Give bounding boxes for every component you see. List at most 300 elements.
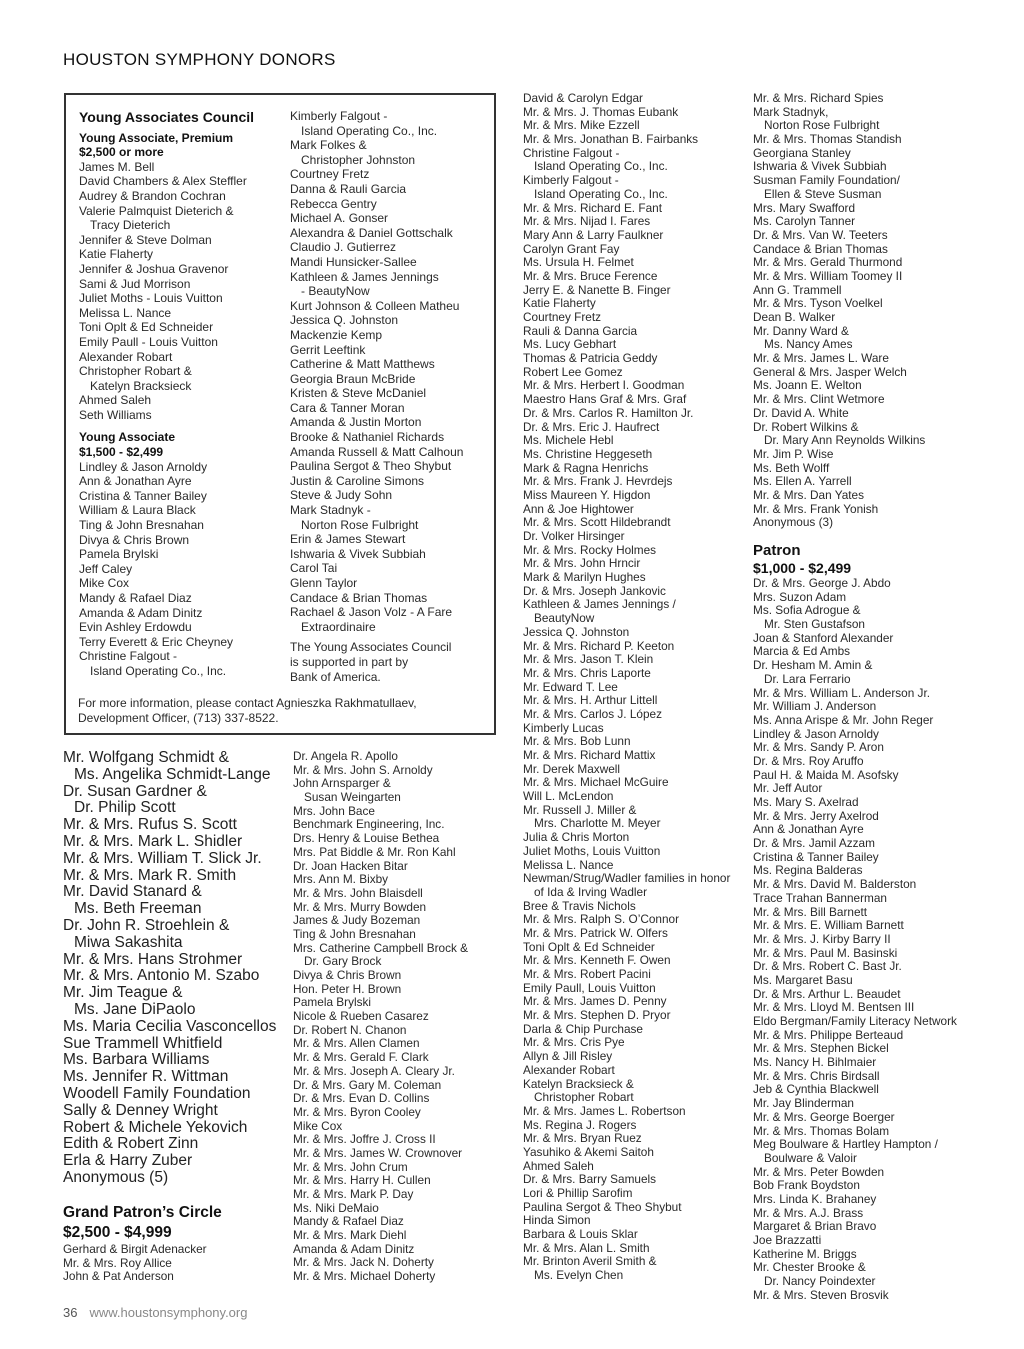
donor-entry: Ms. Sofia Adrogue & (753, 603, 861, 618)
donor-entry: Mr. & Mrs. Jerry Axelrod (753, 808, 879, 823)
donor-entry: Mr. & Mrs. Rocky Holmes (523, 542, 657, 557)
donor-entry: Mr. & Mrs. Michael Doherty (293, 1269, 436, 1284)
box-note (78, 696, 488, 725)
donor-entry: Mr. & Mrs. H. Arthur Littell (523, 693, 658, 708)
donor-entry: David Chambers & Alex Steffler (79, 174, 247, 189)
donor-entry: Amanda & Justin Morton (290, 415, 422, 430)
donor-entry: Mark Stadnyk, (753, 104, 829, 119)
donor-entry: Boulware & Valoir (764, 1150, 857, 1165)
donor-entry: $2,500 or more (79, 145, 164, 160)
page-number: 36 (63, 1305, 78, 1320)
donor-entry: BeautyNow (534, 611, 595, 626)
donor-entry: Ms. Joann E. Welton (753, 378, 862, 393)
donor-entry: Toni Oplt & Ed Schneider (523, 939, 655, 954)
donor-entry: Mr. & Mrs. Thomas Bolam (753, 1123, 890, 1138)
donor-entry: Ms. Carolyn Tanner (753, 214, 856, 229)
donor-entry: Tracy Dieterich (90, 218, 171, 233)
donor-entry: Mr. & Mrs. Chris Laporte (523, 665, 651, 680)
donor-entry: Joan & Stanford Alexander (753, 630, 894, 645)
donor-entry: Dr. & Mrs. Gary M. Coleman (293, 1077, 442, 1092)
donor-entry: Sami & Jud Morrison (79, 276, 191, 291)
donor-entry: Mr. & Mrs. James D. Penny (523, 994, 667, 1009)
donor-entry: Christine Falgout - (79, 649, 178, 664)
donor-entry: Mackenzie Kemp (290, 327, 383, 342)
donor-entry: Danna & Rauli Garcia (290, 181, 407, 196)
donor-entry: Jessica Q. Johnston (523, 624, 630, 639)
patron-range: $1,000 - $2,499 (753, 560, 852, 576)
donor-entry: Carolyn Grant Fay (523, 241, 620, 256)
donor-entry: Mr. & Mrs. Jack N. Doherty (293, 1255, 434, 1270)
donor-entry: Divya & Chris Brown (79, 532, 190, 547)
donor-entry: Mr. & Mrs. Bryan Ruez (523, 1131, 642, 1146)
donor-entry: Ms. Evelyn Chen (534, 1268, 624, 1283)
donor-entry: Ahmed Saleh (523, 1158, 594, 1173)
donor-entry: Norton Rose Fulbright (301, 517, 419, 532)
donor-entry: James & Judy Bozeman (293, 913, 421, 928)
donor-entry: Mr. & Mrs. Tyson Voelkel (753, 296, 883, 311)
donor-entry: Mandy & Rafael Diaz (293, 1214, 404, 1229)
donor-entry: Mary Ann & Larry Faulkner (523, 227, 664, 242)
donor-entry: Claudio J. Gutierrez (290, 240, 397, 255)
donor-entry: Ms. Nancy H. Bihlmaier (753, 1055, 877, 1070)
donor-entry: Mr. & Mrs. Gerald Thurmond (753, 255, 903, 270)
donor-entry: Kurt Johnson & Colleen Matheu (290, 298, 460, 313)
donor-entry: Justin & Caroline Simons (290, 473, 425, 488)
donor-entry: Ms. Beth Freeman (74, 900, 202, 918)
donor-entry: Cara & Tanner Moran (290, 400, 405, 415)
donor-entry: Mrs. Catherine Campbell Brock & (293, 940, 469, 955)
donor-entry: Meg Boulware & Hartley Hampton / (753, 1137, 938, 1152)
donor-entry: Dr. Joan Hacken Bitar (293, 858, 408, 873)
donor-entry: Ahmed Saleh (79, 393, 152, 408)
donor-entry: Mr. & Mrs. Carlos J. López (523, 706, 662, 721)
donor-entry: Mark Stadnyk - (290, 503, 371, 518)
donor-entry: Mr. & Mrs. William T. Slick Jr. (63, 849, 262, 867)
grand-patron-section (63, 1203, 278, 1284)
donor-entry: Jeb & Cynthia Blackwell (753, 1082, 879, 1097)
donor-entry: Seth Williams (79, 407, 152, 422)
donor-entry: Mr. & Mrs. Jonathan B. Fairbanks (523, 132, 699, 147)
donor-entry: Ms. Regina J. Rogers (523, 1117, 637, 1132)
donor-entry: Katie Flaherty (523, 296, 596, 311)
donor-entry: Development Officer, (713) 337-8522. (78, 710, 279, 725)
donor-entry: Dr. Philip Scott (74, 799, 176, 817)
donor-entry: Dr. & Mrs. Eric J. Haufrect (523, 419, 660, 434)
donor-entry: Bank of America. (290, 669, 381, 684)
donor-entry: Dr. & Mrs. Robert C. Bast Jr. (753, 959, 902, 974)
donor-entry: Mr. & Mrs. Sandy P. Aron (753, 740, 884, 755)
donor-entry: Dr. Angela R. Apollo (293, 749, 398, 763)
donor-entry: Mr. & Mrs. Thomas Standish (753, 132, 902, 147)
donor-entry: Island Operating Co., Inc. (534, 159, 668, 174)
donor-entry: Christopher Robart (534, 1090, 634, 1105)
donor-entry: Mr. & Mrs. Cris Pye (523, 1035, 625, 1050)
donor-entry: Toni Oplt & Ed Schneider (79, 320, 214, 335)
donor-entry: Mr. & Mrs. Frank J. Hevrdejs (523, 474, 673, 489)
donor-entry: Mr. Jim Teague & (63, 984, 183, 1002)
donor-entry: Mr. & Mrs. William L. Anderson Jr. (753, 685, 930, 700)
page-footer (63, 1305, 247, 1320)
donor-entry: Trace Trahan Bannerman (753, 890, 887, 905)
donor-entry: Mr. & Mrs. Murry Bowden (293, 899, 427, 914)
donor-entry: Susman Family Foundation/ (753, 173, 900, 188)
column-3 (523, 92, 748, 1283)
donor-entry: Ms. Regina Balderas (753, 863, 863, 878)
donor-entry: Jennifer & Joshua Gravenor (79, 261, 229, 276)
donor-entry: General & Mrs. Jasper Welch (753, 364, 907, 379)
donor-entry: Dr. John R. Stroehlein & (63, 916, 230, 934)
donor-entry: John & Pat Anderson (63, 1269, 174, 1284)
donor-entry: Mr. & Mrs. John Blaisdell (293, 885, 423, 900)
grand-patron-title: Grand Patron’s Circle (63, 1204, 222, 1221)
donor-entry: Dr. & Mrs. George J. Abdo (753, 576, 891, 590)
donor-entry: Mr. & Mrs. Joffre J. Cross II (293, 1132, 436, 1147)
donor-entry: Mr. & Mrs. Richard Mattix (523, 748, 656, 762)
donor-entry: Ms. Ellen A. Yarrell (753, 474, 852, 489)
donor-entry: Darla & Chip Purchase (523, 1021, 643, 1036)
donor-entry: Sue Trammell Whitfield (63, 1034, 223, 1052)
donor-entry: Ms. Beth Wolff (753, 460, 830, 475)
donor-entry: Ms. Jennifer R. Wittman (63, 1068, 229, 1086)
donor-entry: Ms. Ursula H. Felmet (523, 255, 634, 270)
donor-entry: Kristen & Steve McDaniel (290, 386, 427, 401)
donor-entry: Dr. & Mrs. Van W. Teeters (753, 227, 888, 242)
donor-entry: Mr. & Mrs. James W. Crownover (293, 1145, 463, 1160)
donor-entry: Valerie Palmquist Dieterich & (79, 203, 234, 218)
donor-entry: Mr. & Mrs. Mark L. Shidler (63, 832, 243, 850)
donor-entry: Maestro Hans Graf & Mrs. Graf (523, 392, 687, 407)
donor-entry: Mr. & Mrs. Richard P. Keeton (523, 638, 675, 653)
donor-entry: Dr. & Mrs. Arthur L. Beaudet (753, 986, 901, 1001)
donor-entry: Young Associate, Premium (79, 130, 234, 145)
donor-entry: Mike Cox (293, 1118, 343, 1133)
donor-entry: Mr. Jeff Autor (753, 781, 823, 796)
donor-entry: Katie Flaherty (79, 247, 154, 262)
donor-entry: Anonymous (3) (753, 515, 833, 530)
donor-entry: Emily Paull, Louis Vuitton (523, 980, 656, 995)
donor-entry: Mr. Danny Ward & (753, 323, 849, 338)
donor-entry: Gerhard & Birgit Adenacker (63, 1242, 207, 1256)
donor-entry: Mr. & Mrs. Bob Lunn (523, 734, 631, 749)
footer-url: www.houstonsymphony.org (89, 1305, 248, 1320)
box-title: Young Associates Council (79, 109, 255, 125)
donor-entry: Mr. & Mrs. John Hrncir (523, 556, 641, 571)
donor-entry: Juliet Moths - Louis Vuitton (79, 291, 223, 306)
donor-entry: Extraordinaire (301, 619, 376, 634)
donor-entry: Ms. Angelika Schmidt-Lange (74, 765, 271, 783)
donor-entry: Yasuhiko & Akemi Saitoh (523, 1144, 654, 1159)
donor-entry: Alexander Robart (523, 1062, 615, 1077)
donor-entry: Paul H. & Maida M. Asofsky (753, 767, 899, 782)
donor-entry: Dr. Nancy Poindexter (764, 1274, 876, 1289)
donor-entry: Eldo Bergman/Family Literacy Network (753, 1014, 957, 1028)
donor-entry: Ishwaria & Vivek Subbiah (290, 546, 426, 561)
donor-entry: Mr. Wolfgang Schmidt & (63, 749, 229, 766)
donor-entry: Mr. & Mrs. Richard Spies (753, 91, 884, 105)
donor-entry: Katelyn Bracksieck & (523, 1076, 634, 1091)
donor-entry: - BeautyNow (301, 284, 370, 299)
donor-entry: Dr. & Mrs. Jamil Azzam (753, 836, 875, 851)
donor-entry: Woodell Family Foundation (63, 1084, 251, 1102)
donor-entry: Dr. & Mrs. Roy Aruffo (753, 753, 864, 768)
column-4 (753, 92, 1003, 1302)
donor-entry: Mrs. Suzon Adam (753, 589, 847, 604)
donor-entry: Jerry E. & Nanette B. Finger (523, 282, 671, 297)
donor-entry: Mr. & Mrs. Herbert I. Goodman (523, 378, 685, 393)
donor-entry: Hinda Simon (523, 1213, 591, 1228)
donor-entry: Rebecca Gentry (290, 196, 377, 211)
donor-entry: Young Associate (79, 430, 176, 445)
donor-entry: Cristina & Tanner Bailey (753, 849, 879, 864)
donor-entry: Jeff Caley (79, 561, 133, 576)
donor-entry: Dr. & Mrs. Carlos R. Hamilton Jr. (523, 405, 694, 420)
donor-entry: Ms. Mary S. Axelrad (753, 795, 859, 809)
donor-entry: Candace & Brian Thomas (753, 241, 888, 256)
donor-entry: John Arnsparger & (293, 776, 391, 791)
donor-entry: Ting & John Bresnahan (79, 518, 204, 533)
donor-entry: Lindley & Jason Arnoldy (753, 726, 879, 741)
donor-entry: Mr. & Mrs. Rufus S. Scott (63, 816, 237, 834)
donor-entry: Mr. & Mrs. Gerald F. Clark (293, 1050, 429, 1065)
donor-entry: Amanda & Adam Dinitz (293, 1241, 415, 1256)
donor-entry: Juliet Moths, Louis Vuitton (523, 843, 661, 858)
donor-entry: Ann & Jonathan Ayre (79, 474, 192, 489)
donor-entry: Dr. & Mrs. Barry Samuels (523, 1172, 657, 1187)
donor-entry: Ms. Jane DiPaolo (74, 1000, 196, 1018)
donor-entry: Mr. & Mrs. Peter Bowden (753, 1164, 885, 1179)
donor-entry: Mr. & Mrs. George Boerger (753, 1109, 895, 1124)
donor-entry: Mr. & Mrs. Byron Cooley (293, 1104, 421, 1119)
donor-entry: Lindley & Jason Arnoldy (79, 459, 208, 474)
donor-entry: Mr. Brinton Averil Smith & (523, 1254, 657, 1269)
donor-entry: Christopher Robart & (79, 364, 192, 379)
donor-entry: Mr. & Mrs. Paul M. Basinski (753, 945, 898, 960)
donor-entry: Edith & Robert Zinn (63, 1135, 199, 1153)
donor-entry: Dr. Mary Ann Reynolds Wilkins (764, 433, 926, 448)
donor-entry: Mr. & Mrs. Antonio M. Szabo (63, 967, 260, 985)
donor-entry: Mrs. Charlotte M. Meyer (534, 816, 661, 831)
donor-entry: Emily Paull - Louis Vuitton (79, 334, 218, 349)
donor-entry: Mr. William J. Anderson (753, 699, 877, 714)
donor-entry: Ting & John Bresnahan (293, 926, 416, 941)
donor-entry: Mr. Derek Maxwell (523, 761, 621, 776)
donor-entry: Mr. & Mrs. James L. Robertson (523, 1103, 686, 1118)
donor-entry: Miwa Sakashita (74, 933, 183, 951)
donor-entry: Mr. & Mrs. William Toomey II (753, 268, 903, 283)
donor-entry: Mr. Chester Brooke & (753, 1260, 866, 1275)
donor-entry: Catherine & Matt Matthews (290, 357, 435, 372)
donor-entry: Pamela Brylski (293, 995, 372, 1010)
donor-entry: Mark & Ragna Henrichs (523, 460, 649, 475)
donor-entry: Mr. & Mrs. John Crum (293, 1159, 408, 1174)
donor-entry: Joe Brazzatti (753, 1233, 822, 1247)
patron-title: Patron (753, 542, 801, 559)
donor-entry: Georgia Braun McBride (290, 371, 416, 386)
donor-entry: Mr. & Mrs. J. Kirby Barry II (753, 931, 891, 946)
donor-entry: Katherine M. Briggs (753, 1246, 857, 1261)
donor-entry: Katelyn Bracksieck (90, 378, 192, 393)
donor-entry: Dean B. Walker (753, 310, 836, 324)
donor-entry: Mr. Edward T. Lee (523, 679, 618, 694)
donor-entry: Terry Everett & Eric Cheyney (79, 634, 234, 649)
donor-entry: Ann G. Trammell (753, 282, 842, 297)
donor-entry: Erla & Harry Zuber (63, 1152, 193, 1170)
donor-entry: Mr. & Mrs. E. William Barnett (753, 918, 904, 933)
donor-entry: Mr. & Mrs. Philippe Berteaud (753, 1027, 904, 1042)
donor-entry: Mr. & Mrs. David M. Balderston (753, 877, 917, 892)
donor-entry: Mr. & Mrs. Robert Pacini (523, 967, 651, 981)
donor-entry: of Ida & Irving Wadler (534, 884, 647, 899)
donor-entry: Ms. Christine Heggeseth (523, 446, 653, 461)
donor-entry: Norton Rose Fulbright (764, 118, 880, 133)
donor-entry: Georgiana Stanley (753, 145, 851, 160)
donor-entry: Dr. Susan Gardner & (63, 782, 207, 800)
donor-entry: Jessica Q. Johnston (290, 313, 399, 328)
donor-entry: Dr. Robert Wilkins & (753, 419, 859, 434)
donor-entry: Island Operating Co., Inc. (90, 663, 227, 678)
donor-entry: Kathleen & James Jennings (290, 269, 439, 284)
donor-entry: Ms. Nancy Ames (764, 337, 853, 352)
donor-entry: Robert & Michele Yekovich (63, 1118, 248, 1136)
donor-entry: Mr. Jay Blinderman (753, 1096, 854, 1111)
donor-entry: Mr. & Mrs. Jason T. Klein (523, 652, 654, 667)
donor-entry: Kimberly Falgout - (290, 109, 388, 123)
donor-entry: Dr. Lara Ferrario (764, 671, 851, 686)
donor-entry: Steve & Judy Sohn (290, 488, 393, 503)
donor-entry: Mr. & Mrs. Dan Yates (753, 487, 865, 502)
donor-entry: Benchmark Engineering, Inc. (293, 817, 445, 832)
column-1 (63, 750, 278, 1187)
donor-entry: Gerrit Leeftink (290, 342, 366, 357)
donor-entry: Ms. Margaret Basu (753, 972, 853, 987)
donor-entry: Mr. & Mrs. Joseph A. Cleary Jr. (293, 1063, 455, 1078)
donor-entry: Christine Falgout - (523, 145, 620, 160)
donor-entry: Mr. & Mrs. Bill Barnett (753, 904, 868, 919)
donor-entry: Nicole & Rueben Casarez (293, 1009, 429, 1024)
donor-entry: Robert Lee Gomez (523, 364, 623, 379)
donor-entry: William & Laura Black (79, 503, 196, 518)
donor-entry: Ellen & Steve Susman (764, 186, 882, 201)
donor-entry: Mr. & Mrs. Patrick W. Olfers (523, 925, 668, 940)
donor-entry: Mr. & Mrs. J. Thomas Eubank (523, 104, 679, 119)
donor-entry: Dr. Robert N. Chanon (293, 1022, 407, 1037)
donor-entry: Mr. & Mrs. John S. Arnoldy (293, 762, 433, 777)
donor-entry: Paulina Sergot & Theo Shybut (523, 1199, 682, 1214)
donor-entry: Dr. Hesham M. Amin & (753, 658, 873, 673)
donor-entry: Mr. & Mrs. Frank Yonish (753, 501, 879, 516)
donor-entry: Mr. & Mrs. Richard E. Fant (523, 200, 662, 215)
donor-entry: Kimberly Falgout - (523, 173, 619, 188)
donor-entry: Ms. Barbara Williams (63, 1051, 210, 1069)
donor-entry: For more information, please contact Agnieszka Rakhmatullaev, (78, 696, 417, 710)
donor-entry: Mr. & Mrs. Alan L. Smith (523, 1240, 650, 1255)
donor-entry: Melissa L. Nance (79, 305, 172, 320)
donor-entry: Mr. & Mrs. Bruce Ference (523, 268, 658, 283)
box-left-column (79, 110, 284, 679)
donor-entry: Dr. Gary Brock (304, 954, 382, 969)
donor-entry: Mr. & Mrs. Roy Allice (63, 1255, 172, 1270)
donor-entry: Mike Cox (79, 576, 130, 591)
donor-entry: Mr. & Mrs. Mark P. Day (293, 1187, 414, 1201)
donor-entry: Allyn & Jill Risley (523, 1049, 613, 1064)
donor-entry: Evin Ashley Erdowdu (79, 620, 192, 635)
donor-entry: Barbara & Louis Sklar (523, 1227, 638, 1242)
donor-entry: Ms. Anna Arispe & Mr. John Reger (753, 712, 934, 727)
donor-entry: Alexandra & Daniel Gottschalk (290, 225, 453, 240)
donor-entry: Michael A. Gonser (290, 211, 389, 226)
donor-entry: Amanda & Adam Dinitz (79, 605, 203, 620)
donor-entry: Mr. & Mrs. Mike Ezzell (523, 118, 640, 133)
donor-entry: Ms. Maria Cecilia Vasconcellos (63, 1017, 277, 1035)
donor-entry: Will L. McLendon (523, 789, 614, 804)
donor-entry: Christopher Johnston (301, 152, 416, 167)
donor-entry: Dr. & Mrs. Joseph Jankovic (523, 583, 666, 598)
donor-entry: Bob Frank Boydston (753, 1178, 860, 1193)
donor-entry: Mrs. Pat Biddle & Mr. Ron Kahl (293, 844, 456, 859)
donor-entry: Cristina & Tanner Bailey (79, 488, 207, 503)
donor-entry: Mr. & Mrs. Kenneth F. Owen (523, 953, 671, 968)
donor-entry: Mr. Sten Gustafson (764, 617, 865, 632)
donor-entry: Ishwaria & Vivek Subbiah (753, 159, 887, 174)
donor-entry: Mr. & Mrs. A.J. Brass (753, 1205, 864, 1220)
donor-entry: Mrs. Linda K. Brahaney (753, 1191, 877, 1206)
donor-entry: Ann & Joe Hightower (523, 501, 634, 516)
donor-entry: Susan Weingarten (304, 790, 401, 805)
donor-entry: Lori & Phillip Sarofim (523, 1186, 633, 1200)
donor-entry: Courtney Fretz (523, 310, 602, 324)
donor-entry: David & Carolyn Edgar (523, 91, 643, 105)
donor-entry (79, 422, 284, 430)
page-header: HOUSTON SYMPHONY DONORS (63, 50, 336, 69)
donor-entry: Brooke & Nathaniel Richards (290, 430, 445, 445)
donor-entry: Mrs. John Bace (293, 803, 375, 818)
donor-entry: Ms. Niki DeMaio (293, 1200, 379, 1215)
donor-entry: Ms. Lucy Gebhart (523, 337, 617, 352)
donor-entry: The Young Associates Council (290, 640, 452, 655)
donor-entry: Island Operating Co., Inc. (534, 186, 668, 201)
donor-entry: Alexander Robart (79, 349, 173, 364)
donor-entry: Newman/Strug/Wadler families in honor (523, 871, 731, 886)
donor-entry: Mr. Jim P. Wise (753, 446, 834, 461)
donor-entry: Mr. & Mrs. Mark R. Smith (63, 866, 237, 884)
donor-entry: $1,500 - $2,499 (79, 445, 164, 460)
donor-entry: Marcia & Ed Ambs (753, 644, 851, 659)
donor-entry: Mark Folkes & (290, 138, 367, 153)
donor-entry: Kimberly Lucas (523, 720, 604, 735)
donor-entry: Mr. & Mrs. Clint Wetmore (753, 392, 885, 407)
donor-entry: Dr. & Mrs. Evan D. Collins (293, 1091, 430, 1106)
donor-entry: Margaret & Brian Bravo (753, 1219, 877, 1234)
donor-entry: Mr. & Mrs. Steven Brosvik (753, 1287, 889, 1302)
donor-entry: Erin & James Stewart (290, 532, 406, 547)
donor-entry: Mrs. Ann M. Bixby (293, 872, 389, 887)
donor-entry: Divya & Chris Brown (293, 968, 402, 982)
donor-entry: Island Operating Co., Inc. (301, 123, 438, 138)
donor-entry: Paulina Sergot & Theo Shybut (290, 459, 452, 474)
donor-entry: Rauli & Danna Garcia (523, 323, 638, 338)
donor-entry: Mr. & Mrs. Allen Clamen (293, 1036, 420, 1051)
donor-entry: is supported in part by (290, 654, 409, 669)
donor-entry: Mr. & Mrs. Hans Strohmer (63, 950, 243, 968)
donor-entry: Mr. Russell J. Miller & (523, 802, 637, 817)
donor-entry: Mr. & Mrs. Chris Birdsall (753, 1068, 880, 1083)
donor-entry: Mrs. Mary Swafford (753, 200, 856, 215)
donor-entry: Ann & Jonathan Ayre (753, 822, 864, 837)
donor-entry: Hon. Peter H. Brown (293, 981, 402, 996)
donor-entry: Melissa L. Nance (523, 857, 614, 872)
donor-entry: Mr. & Mrs. Stephen D. Pryor (523, 1008, 671, 1023)
donor-entry: James M. Bell (79, 159, 155, 174)
